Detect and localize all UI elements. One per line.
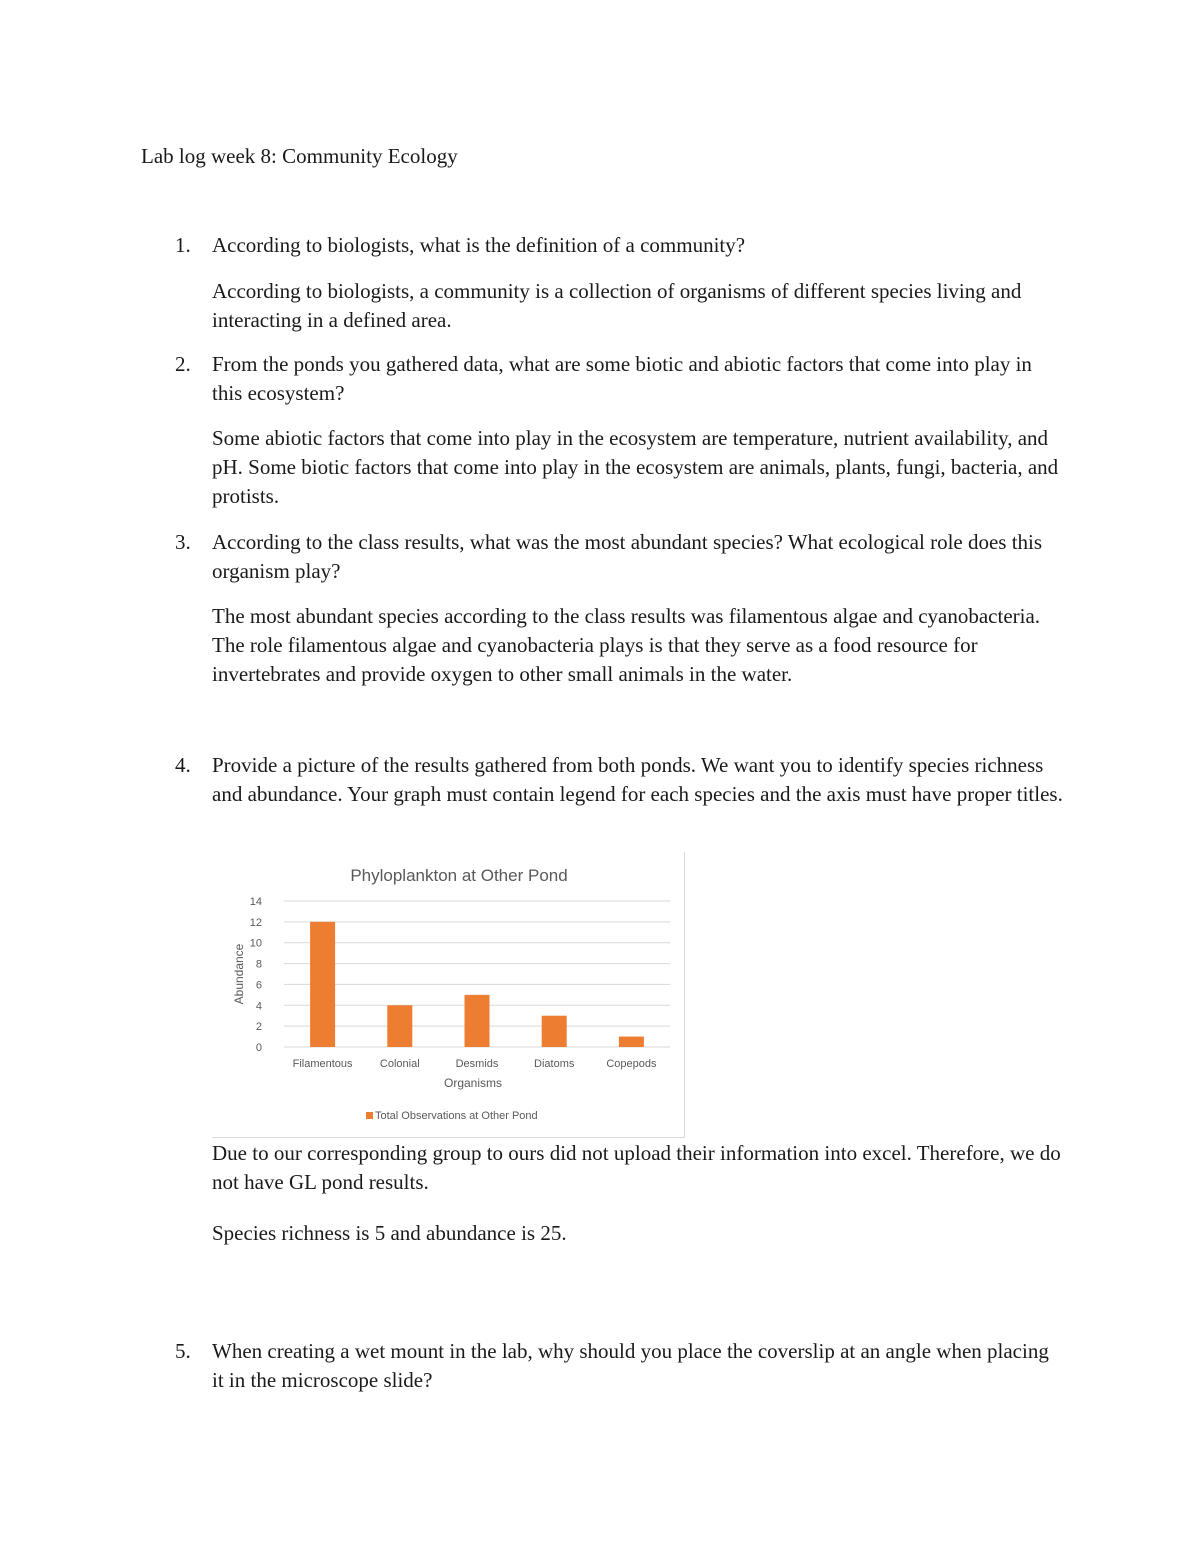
document-title: Lab log week 8: Community Ecology [141, 144, 458, 168]
question-number: 2. [175, 352, 191, 376]
x-tick-label: Desmids [455, 1058, 499, 1070]
richness-note: Species richness is 5 and abundance is 25. [212, 1221, 567, 1245]
question-number: 4. [175, 753, 191, 777]
x-tick-label: Copepods [606, 1058, 657, 1070]
answer-text: Some abiotic factors that come into play in the ecosystem are temperature, nutrient availability, and pH. Some biotic factors that come into play in the ecosystem are animals, plants, fungi, bacteria, and protists. [212, 426, 1059, 508]
question-5 [175, 1337, 1065, 1395]
y-axis-title: Abundance [232, 943, 246, 1005]
bar-colonial [387, 1005, 412, 1047]
question-number: 3. [175, 530, 191, 554]
question-text: According to biologists, what is the definition of a community? [212, 233, 746, 257]
chart-title: Phyloplankton at Other Pond [350, 866, 568, 885]
x-tick-label: Filamentous [292, 1058, 353, 1070]
y-tick-label: 8 [255, 958, 262, 971]
bar-diatoms [542, 1016, 567, 1047]
question-4 [175, 751, 1065, 809]
y-tick-label: 10 [249, 937, 262, 950]
missing-data-note: Due to our corresponding group to ours did not upload their information into excel. Therefore, we do not have GL pond results. [212, 1141, 1061, 1194]
y-tick-label: 6 [255, 979, 262, 992]
answer-text: The most abundant species according to the class results was filamentous algae and cyanobacteria. The role filamentous algae and cyanobacteria plays is that they serve as a food resource for invertebrates and provide oxygen to other small animals in the water. [212, 604, 1041, 686]
bar-chart [212, 852, 685, 1138]
y-tick-label: 2 [255, 1021, 262, 1034]
chart-legend [366, 1110, 538, 1122]
bar-desmids [465, 995, 490, 1047]
question-text: Provide a picture of the results gathered from both ponds. We want you to identify species richness and abundance. Your graph must contain legend for each species and the axis must have proper titles. [212, 753, 1063, 806]
question-text: From the ponds you gathered data, what are some biotic and abiotic factors that come into play in this ecosystem? [212, 352, 1032, 405]
y-tick-label: 14 [249, 896, 262, 908]
x-axis-title: Organisms [443, 1076, 503, 1090]
legend-label: Total Observations at Other Pond [375, 1110, 538, 1122]
x-axis-ticks [293, 1058, 657, 1070]
bar-copepods [619, 1037, 644, 1047]
y-tick-label: 12 [249, 916, 262, 929]
answer-text: According to biologists, a community is a collection of organisms of different species living and interacting in a defined area. [212, 279, 1022, 332]
y-axis-ticks [250, 896, 262, 1054]
chart-canvas [212, 852, 684, 1137]
question-1 [175, 231, 1065, 332]
question-text: When creating a wet mount in the lab, why should you place the coverslip at an angle when placing it in the microscope slide? [212, 1339, 1049, 1392]
y-tick-label: 4 [255, 1000, 262, 1013]
question-2 [175, 350, 1065, 508]
x-tick-label: Diatoms [534, 1058, 575, 1070]
question-number: 5. [175, 1339, 191, 1363]
question-3 [175, 528, 1065, 686]
x-tick-label: Colonial [379, 1058, 420, 1070]
question-text: According to the class results, what was the most abundant species? What ecological role does this organism play? [212, 530, 1043, 583]
legend-swatch [366, 1112, 373, 1119]
y-tick-label: 0 [255, 1042, 262, 1054]
bar-filamentous [310, 922, 335, 1047]
question-number: 1. [175, 233, 191, 257]
